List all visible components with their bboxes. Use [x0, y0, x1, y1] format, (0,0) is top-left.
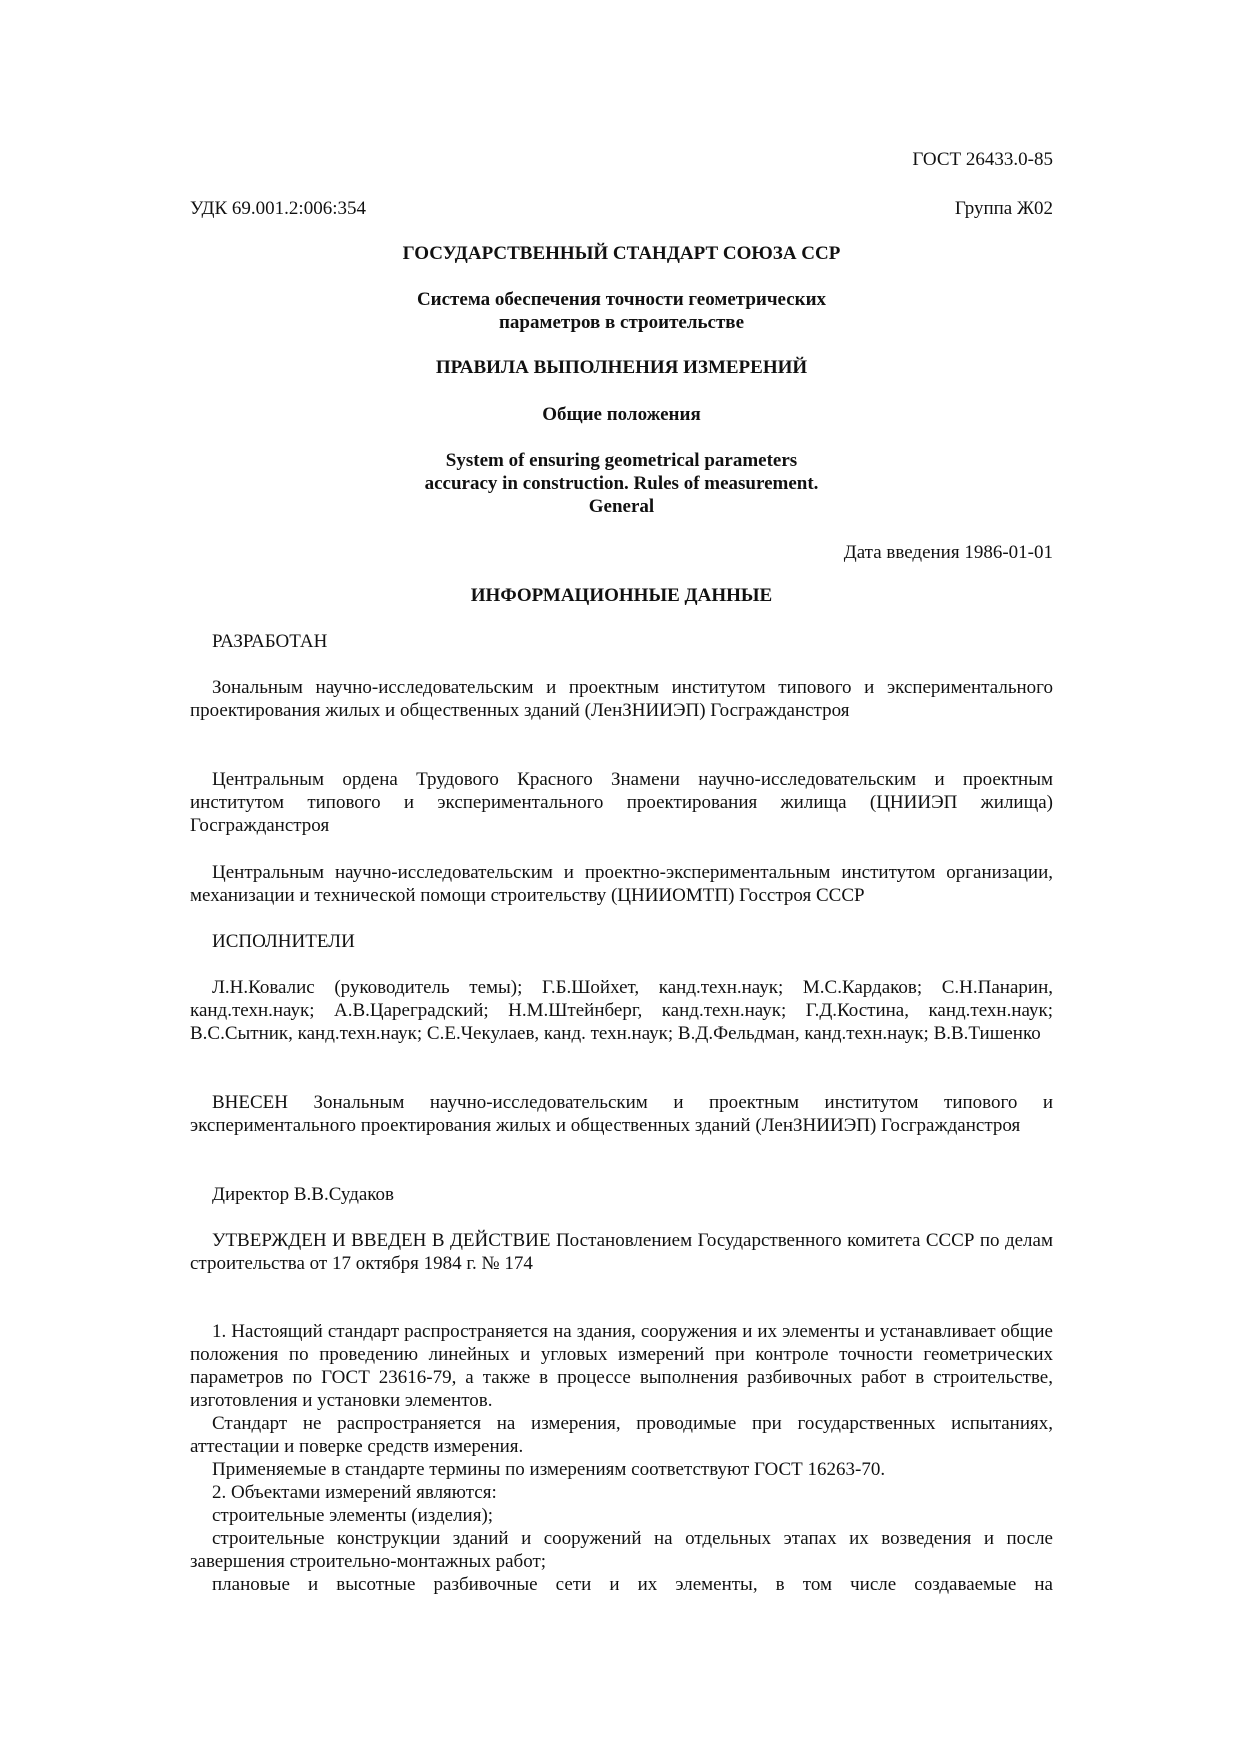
general-title-ru: Общие положения: [542, 404, 701, 425]
approved-by: УТВЕРЖДЕН И ВВЕДЕН В ДЕЙСТВИЕ Постановлением Государственного комитета СССР по делам строительства от 17 октября 1984 г. № 174: [190, 1230, 1053, 1274]
udk-code: УДК 69.001.2:006:354: [190, 198, 366, 219]
clause-1-scope: Стандарт не распространяется на измерения, проводимые при государственных испытаниях, аттестации и поверке средств измерения.: [190, 1413, 1053, 1457]
clause-1-terms: Применяемые в стандарте термины по измерениям соответствуют ГОСТ 16263-70.: [212, 1459, 886, 1480]
title-en: [190, 449, 1053, 518]
performers-label: ИСПОЛНИТЕЛИ: [212, 931, 355, 952]
clause-2-item-1: строительные элементы (изделия);: [212, 1505, 494, 1526]
title-en-line-3: General: [588, 496, 655, 517]
udk-group-line: [190, 197, 1053, 220]
state-standard-title: ГОСУДАРСТВЕННЫЙ СТАНДАРТ СОЮЗА ССР: [402, 243, 841, 264]
info-data-heading: ИНФОРМАЦИОННЫЕ ДАННЫЕ: [470, 585, 773, 606]
system-title-ru: [190, 288, 1053, 334]
clause-2-item-3: плановые и высотные разбивочные сети и их элементы, в том числе создаваемые на: [212, 1574, 1053, 1595]
introduction-date: Дата введения 1986-01-01: [843, 542, 1053, 563]
title-en-line-2: accuracy in construction. Rules of measurement.: [424, 473, 819, 494]
standard-body: [190, 1320, 1053, 1596]
developer-2: Центральным ордена Трудового Красного Знамени научно-исследовательским и проектным институтом типового и экспериментального проектирования жилища (ЦНИИЭП жилища) Госгражданстроя: [190, 769, 1053, 836]
developed-label: РАЗРАБОТАН: [212, 631, 328, 652]
rules-title: ПРАВИЛА ВЫПОЛНЕНИЯ ИЗМЕРЕНИЙ: [435, 357, 808, 378]
clause-1: 1. Настоящий стандарт распространяется на здания, сооружения и их элементы и устанавливает общие положения по проведению линейных и угловых измерений при контроле точности геометрических параметров по ГОСТ 23616-79, а также в процессе выполнения разбивочных работ в строительстве, изготовления и установки элементов.: [190, 1321, 1053, 1411]
system-title-line-2: параметров в строительстве: [498, 312, 744, 333]
system-title-line-1: Система обеспечения точности геометрических: [416, 289, 827, 310]
group-code: Группа Ж02: [954, 198, 1053, 219]
introduced-by: ВНЕСЕН Зональным научно-исследовательским и проектным институтом типового и экспериментального проектирования жилых и общественных зданий (ЛенЗНИИЭП) Госгражданстроя: [190, 1092, 1053, 1136]
developer-3: Центральным научно-исследовательским и проектно-экспериментальным институтом организации, механизации и технической помощи строительству (ЦНИИОМТП) Госстроя СССР: [190, 862, 1053, 906]
gost-number: ГОСТ 26433.0-85: [912, 149, 1053, 170]
developer-1: Зональным научно-исследовательским и проектным институтом типового и экспериментального проектирования жилых и общественных зданий (ЛенЗНИИЭП) Госгражданстроя: [190, 677, 1053, 721]
performers-list: Л.Н.Ковалис (руководитель темы); Г.Б.Шойхет, канд.техн.наук; М.С.Кардаков; С.Н.Панарин, канд.техн.наук; А.В.Цареградский; Н.М.Штейнберг, канд.техн.наук; Г.Д.Костина, канд.техн.наук; В.С.Сытник, канд.техн.наук; С.Е.Чекулаев, канд. техн.наук; В.Д.Фельдман, канд.техн.наук; В.В.Тишенко: [190, 977, 1053, 1044]
clause-2: 2. Объектами измерений являются:: [212, 1482, 497, 1503]
director: Директор В.В.Судаков: [212, 1184, 395, 1205]
clause-2-item-2: строительные конструкции зданий и сооружений на отдельных этапах их возведения и после завершения строительно-монтажных работ;: [190, 1528, 1053, 1572]
title-en-line-1: System of ensuring geometrical parameters: [445, 450, 798, 471]
